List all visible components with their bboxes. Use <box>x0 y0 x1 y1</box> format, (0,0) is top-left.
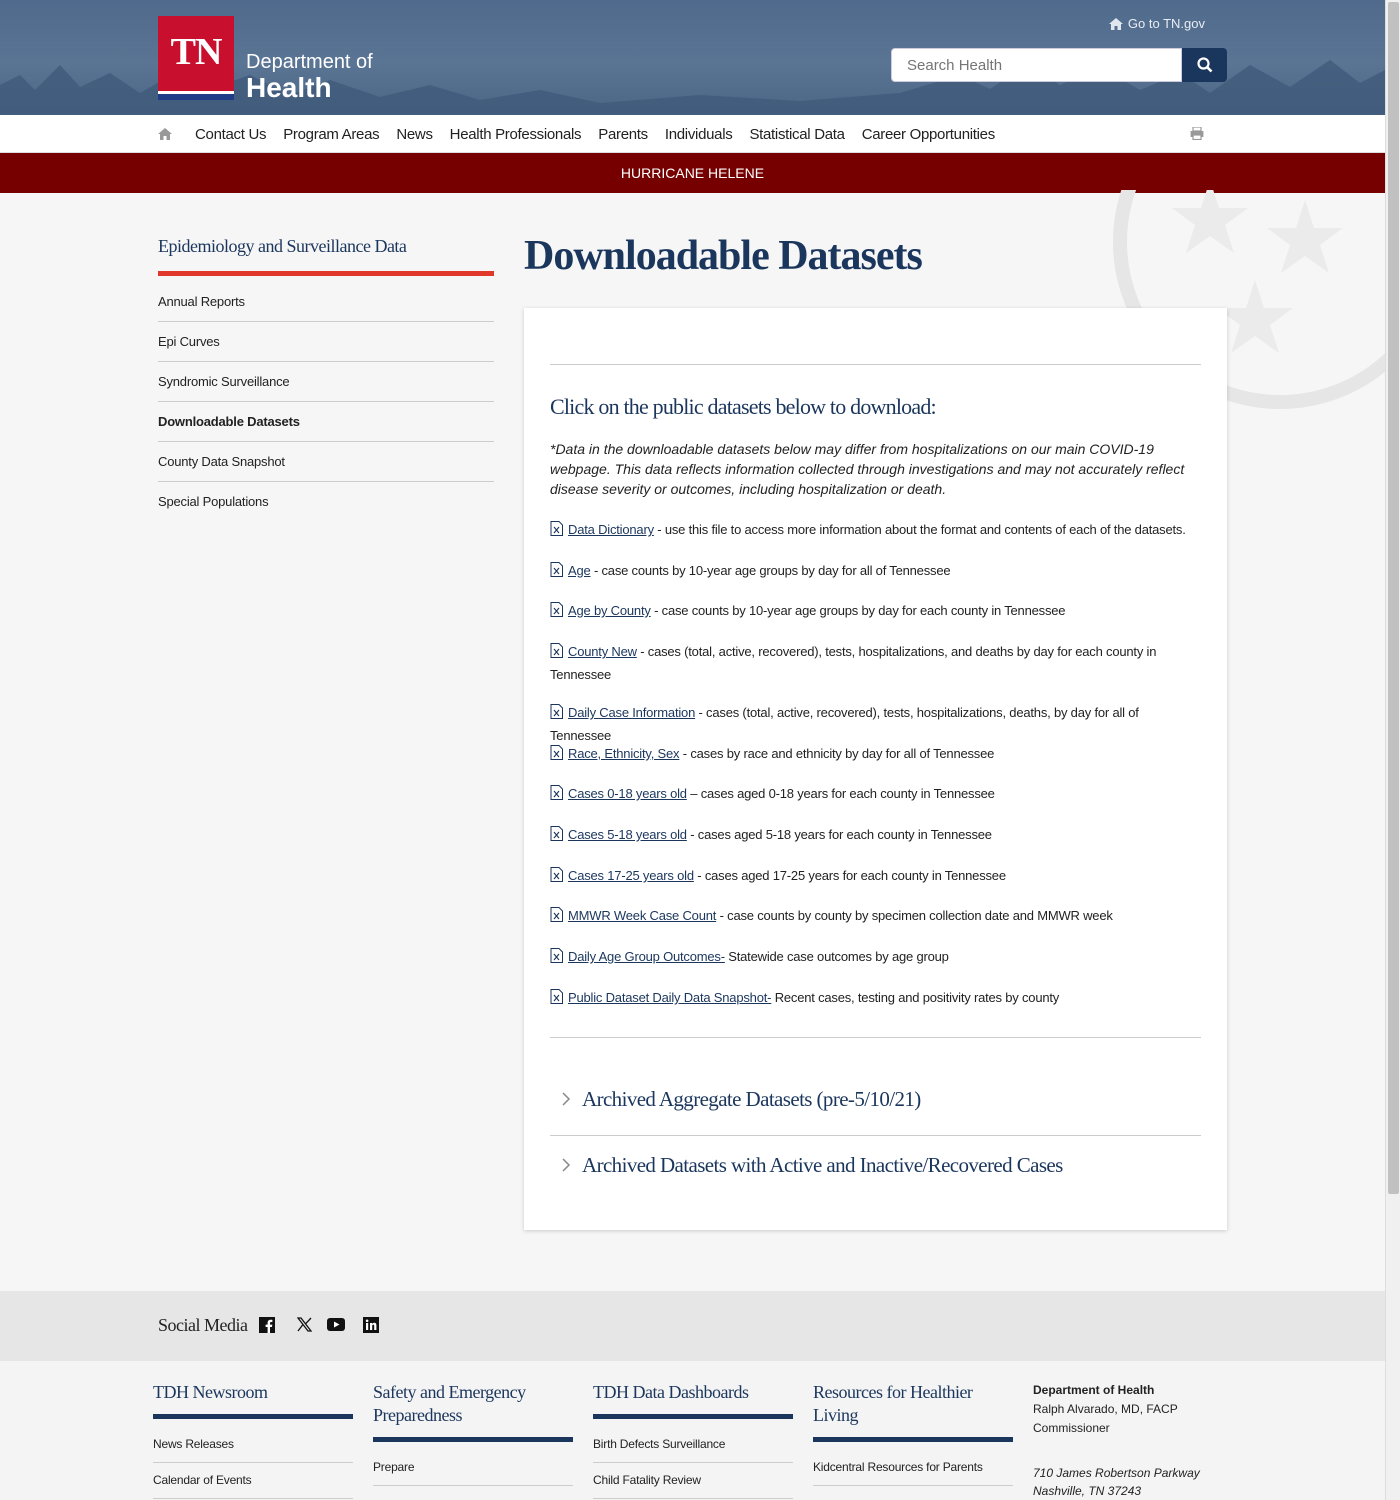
dataset-download-link[interactable]: MMWR Week Case Count <box>568 908 717 923</box>
dataset-download-link[interactable]: Daily Case Information <box>568 705 696 720</box>
scrollbar-thumb[interactable] <box>1388 2 1399 1194</box>
contact-address-line1: 710 James Robertson Parkway <box>1033 1466 1200 1480</box>
footer-link[interactable]: Calendar of Events <box>153 1463 353 1499</box>
dataset-item <box>550 905 1201 928</box>
sidebar-item-syndromic-surveillance[interactable]: Syndromic Surveillance <box>158 362 494 402</box>
logo-wordmark <box>246 52 373 102</box>
contact-name: Ralph Alvarado, MD, FACP <box>1033 1402 1178 1416</box>
nav-item-news[interactable]: News <box>396 125 433 143</box>
excel-file-icon <box>550 521 563 542</box>
logo-line2: Health <box>246 72 332 103</box>
dataset-description: - case counts by county by specimen collection date and MMWR week <box>716 908 1113 923</box>
tn-logo-mark <box>158 16 234 100</box>
accordion-archived-aggregate[interactable] <box>550 1063 1201 1136</box>
footer-column-dashboards <box>593 1381 793 1499</box>
footer-link[interactable]: Child Fatality Review <box>593 1463 793 1499</box>
dataset-item <box>550 987 1201 1010</box>
footer-column-title[interactable]: Safety and Emergency Preparedness <box>373 1381 573 1442</box>
sidebar-item-epi-curves[interactable]: Epi Curves <box>158 322 494 362</box>
accordion-title: Archived Datasets with Active and Inactive/Recovered Cases <box>582 1152 1063 1177</box>
linkedin-icon[interactable] <box>363 1317 379 1333</box>
home-icon <box>158 128 172 140</box>
dataset-description: Recent cases, testing and positivity rates by county <box>771 990 1060 1005</box>
footer-column-safety <box>373 1381 573 1486</box>
dataset-description: - cases (total, active, recovered), tests, hospitalizations, deaths, by day for all of Tennessee <box>550 705 1139 743</box>
goto-tngov-link[interactable] <box>1109 16 1205 31</box>
excel-file-icon <box>550 785 563 806</box>
dataset-item <box>550 519 1201 542</box>
excel-file-icon <box>550 643 563 664</box>
nav-home[interactable] <box>158 128 178 140</box>
footer-column-title[interactable]: Resources for Healthier Living <box>813 1381 1013 1442</box>
facebook-icon[interactable] <box>259 1317 275 1333</box>
excel-file-icon <box>550 907 563 928</box>
contact-org: Department of Health <box>1033 1383 1155 1397</box>
dataset-description: - cases (total, active, recovered), tests, hospitalizations, and deaths by day for each county in Tennessee <box>550 644 1157 682</box>
nav-item-contact-us[interactable]: Contact Us <box>195 125 267 143</box>
search-icon <box>1197 57 1213 73</box>
excel-file-icon <box>550 989 563 1010</box>
excel-file-icon <box>550 602 563 623</box>
dataset-download-link[interactable]: Age by County <box>568 603 651 618</box>
dataset-download-link[interactable]: Cases 17-25 years old <box>568 868 694 883</box>
nav-item-health-professionals[interactable]: Health Professionals <box>449 125 582 143</box>
nav-item-parents[interactable]: Parents <box>598 125 648 143</box>
dataset-description: - cases by race and ethnicity by day for all of Tennessee <box>679 746 995 761</box>
contact-address <box>1033 1464 1233 1500</box>
nav-item-career-opportunities[interactable]: Career Opportunities <box>861 125 995 143</box>
footer-link[interactable]: News Releases <box>153 1427 353 1463</box>
main-navigation <box>0 115 1385 153</box>
dataset-description: - case counts by 10-year age groups by day for each county in Tennessee <box>650 603 1066 618</box>
dataset-item <box>550 600 1201 623</box>
footer-column-healthier-living <box>813 1381 1013 1486</box>
dataset-download-link[interactable]: Race, Ethnicity, Sex <box>568 746 680 761</box>
dataset-item <box>550 702 1201 746</box>
excel-file-icon <box>550 826 563 847</box>
contact-role: Commissioner <box>1033 1421 1110 1435</box>
dataset-download-link[interactable]: Age <box>568 563 591 578</box>
goto-label: Go to TN.gov <box>1127 16 1205 31</box>
dataset-item <box>550 783 1201 806</box>
dataset-description: – cases aged 0-18 years for each county in Tennessee <box>686 786 995 801</box>
dataset-description: - use this file to access more information about the format and contents of each of the datasets. <box>653 522 1186 537</box>
dataset-description: Statewide case outcomes by age group <box>724 949 949 964</box>
dataset-description: - case counts by 10-year age groups by day for all of Tennessee <box>590 563 951 578</box>
sidebar-item-annual-reports[interactable]: Annual Reports <box>158 282 494 322</box>
accordion-title: Archived Aggregate Datasets (pre-5/10/21) <box>582 1086 921 1111</box>
chevron-right-icon <box>561 1157 571 1173</box>
contact-address-line2: Nashville, TN 37243 <box>1033 1484 1142 1498</box>
footer-link[interactable]: Prepare <box>373 1450 573 1486</box>
datasets-heading: Click on the public datasets below to download: <box>550 394 936 419</box>
dataset-description: - cases aged 17-25 years for each county in Tennessee <box>693 868 1006 883</box>
nav-item-statistical-data[interactable]: Statistical Data <box>749 125 845 143</box>
excel-file-icon <box>550 562 563 583</box>
dataset-item <box>550 824 1201 847</box>
accordion-archived-active-inactive[interactable] <box>550 1136 1201 1194</box>
dataset-download-link[interactable]: Daily Age Group Outcomes- <box>568 949 725 964</box>
footer-link[interactable]: Kidcentral Resources for Parents <box>813 1450 1013 1486</box>
excel-file-icon <box>550 867 563 888</box>
dataset-item <box>550 865 1201 888</box>
dataset-description: - cases aged 5-18 years for each county in Tennessee <box>686 827 992 842</box>
social-media-label: Social Media <box>158 1315 248 1335</box>
search-form <box>891 48 1227 82</box>
search-button[interactable] <box>1182 48 1227 82</box>
sidebar-nav <box>158 282 494 522</box>
divider <box>550 1037 1201 1038</box>
excel-file-icon <box>550 948 563 969</box>
content-card <box>524 308 1227 1230</box>
sidebar-item-special-populations[interactable]: Special Populations <box>158 494 269 509</box>
dataset-item <box>550 743 1201 766</box>
site-footer <box>0 1361 1385 1500</box>
divider <box>550 364 1201 365</box>
dataset-download-link[interactable]: Cases 5-18 years old <box>568 827 687 842</box>
dataset-item <box>550 641 1201 685</box>
print-icon[interactable] <box>1190 127 1204 140</box>
sidebar-title[interactable]: Epidemiology and Surveillance Data <box>158 236 494 276</box>
dataset-item <box>550 560 1201 583</box>
social-media-bar <box>0 1291 1385 1361</box>
dataset-download-link[interactable]: Data Dictionary <box>568 522 654 537</box>
site-logo[interactable] <box>158 16 373 102</box>
footer-link[interactable]: Birth Defects Surveillance <box>593 1427 793 1463</box>
dataset-download-link[interactable]: Public Dataset Daily Data Snapshot- <box>568 990 772 1005</box>
x-icon[interactable] <box>297 1317 312 1332</box>
page-title: Downloadable Datasets <box>524 233 922 279</box>
chevron-right-icon <box>561 1091 571 1107</box>
dataset-download-link[interactable]: Cases 0-18 years old <box>568 786 687 801</box>
excel-file-icon <box>550 745 563 766</box>
logo-mark-text: TN <box>170 31 222 73</box>
footer-contact <box>1033 1381 1233 1500</box>
dataset-download-link[interactable]: County New <box>568 644 637 659</box>
footer-column-newsroom <box>153 1381 353 1499</box>
page-scrollbar[interactable] <box>1385 0 1400 1500</box>
alert-banner[interactable] <box>0 153 1385 193</box>
footer-column-title[interactable]: TDH Data Dashboards <box>593 1381 793 1419</box>
youtube-icon[interactable] <box>327 1318 345 1331</box>
home-icon <box>1109 18 1123 30</box>
logo-line1: Department of <box>246 51 373 73</box>
excel-file-icon <box>550 704 563 725</box>
dataset-item <box>550 946 1201 969</box>
alert-text: HURRICANE HELENE <box>620 165 765 181</box>
sidebar-item-county-data-snapshot[interactable]: County Data Snapshot <box>158 442 494 482</box>
footer-column-title[interactable]: TDH Newsroom <box>153 1381 353 1419</box>
nav-item-program-areas[interactable]: Program Areas <box>283 125 380 143</box>
search-input[interactable] <box>891 48 1182 82</box>
data-disclaimer: *Data in the downloadable datasets below may differ from hospitalizations on our main COVID-19 webpage. This data reflects information collected through investigations and may not accurately reflect disease severity or outcomes, including hospitalization or death. <box>550 441 1185 497</box>
sidebar-item-downloadable-datasets[interactable]: Downloadable Datasets <box>158 402 494 442</box>
site-header <box>0 0 1385 115</box>
nav-item-individuals[interactable]: Individuals <box>664 125 733 143</box>
